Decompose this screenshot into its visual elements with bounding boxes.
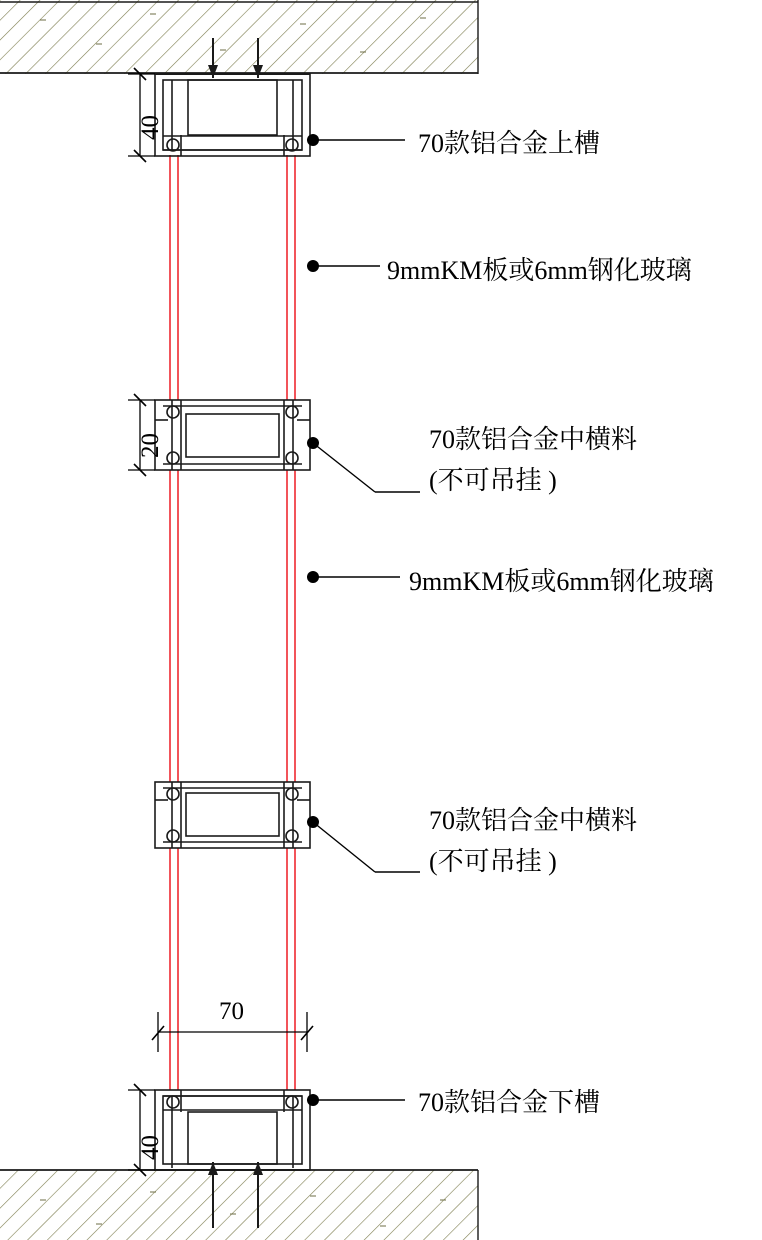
- mid-rail-2-profile: [155, 782, 310, 848]
- mid-rail-1-profile: [155, 400, 310, 470]
- annotation-panel-lower: 9mmKM板或6mm钢化玻璃: [409, 567, 714, 596]
- annotation-mid-rail-2: 70款铝合金中横料: [429, 806, 638, 835]
- annotation-mid-rail-1: 70款铝合金中横料: [429, 425, 638, 454]
- dimension-bottom-40: 40: [137, 1135, 164, 1160]
- top-slab-hatch: [0, 0, 478, 74]
- annotation-bottom-track: 70款铝合金下槽: [418, 1088, 601, 1117]
- annotation-panel-upper: 9mmKM板或6mm钢化玻璃: [387, 256, 692, 285]
- leader-dots: [307, 134, 319, 1106]
- annotation-mid-rail-2-note: (不可吊挂 ): [429, 847, 557, 876]
- panel-glass-lines: [170, 155, 295, 1090]
- annotation-mid-rail-1-note: (不可吊挂 ): [429, 466, 557, 495]
- top-track-profile: [155, 74, 310, 156]
- bottom-track-profile: [155, 1090, 310, 1170]
- annotation-top-track: 70款铝合金上槽: [418, 129, 601, 158]
- dimension-top-40: 40: [137, 115, 164, 140]
- bottom-slab-hatch: [0, 1170, 478, 1240]
- dimension-mid-20: 20: [137, 433, 164, 458]
- dimension-width-70: 70: [219, 998, 244, 1025]
